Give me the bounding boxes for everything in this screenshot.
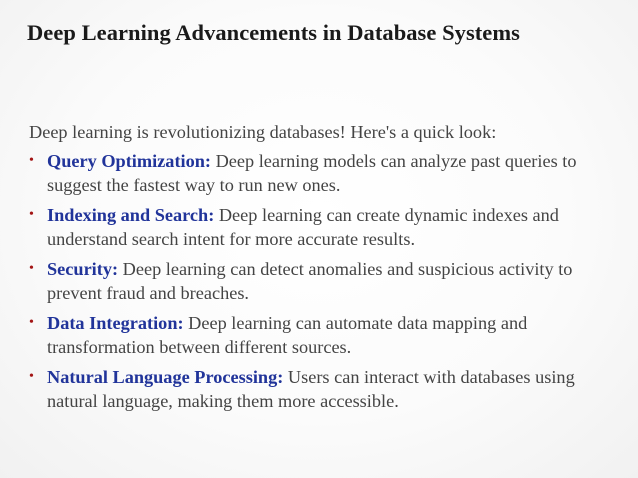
- bullet-term: Indexing and Search:: [47, 205, 215, 225]
- bullet-item: [29, 257, 619, 305]
- bullet-dot-icon: •: [29, 261, 34, 276]
- bullet-term: Security:: [47, 259, 119, 279]
- bullet-text: Deep learning can create dynamic indexes and understand search intent for more accurate results.: [47, 205, 559, 249]
- bullet-item: [29, 365, 619, 413]
- bullet-term: Natural Language Processing:: [47, 367, 284, 387]
- bullet-text: Deep learning can automate data mapping and transformation between different sources.: [47, 313, 528, 357]
- bullet-term: Query Optimization:: [47, 151, 212, 171]
- bullet-dot-icon: •: [29, 315, 34, 330]
- bullet-item: [29, 311, 619, 359]
- bullet-text: Deep learning models can analyze past queries to suggest the fastest way to run new ones.: [47, 151, 577, 195]
- bullet-dot-icon: •: [29, 369, 34, 384]
- bullet-dot-icon: •: [29, 153, 34, 168]
- slide-body: [29, 120, 619, 419]
- slide-title: Deep Learning Advancements in Database Systems: [27, 20, 520, 45]
- bullet-text: Deep learning can detect anomalies and suspicious activity to prevent fraud and breaches.: [47, 259, 573, 303]
- bullet-list: [29, 149, 619, 413]
- bullet-dot-icon: •: [29, 207, 34, 222]
- bullet-item: [29, 203, 619, 251]
- bullet-text: Users can interact with databases using natural language, making them more accessible.: [47, 367, 575, 411]
- bullet-term: Data Integration:: [47, 313, 184, 333]
- intro-text: Deep learning is revolutionizing databases! Here's a quick look:: [29, 122, 497, 142]
- bullet-item: [29, 149, 619, 197]
